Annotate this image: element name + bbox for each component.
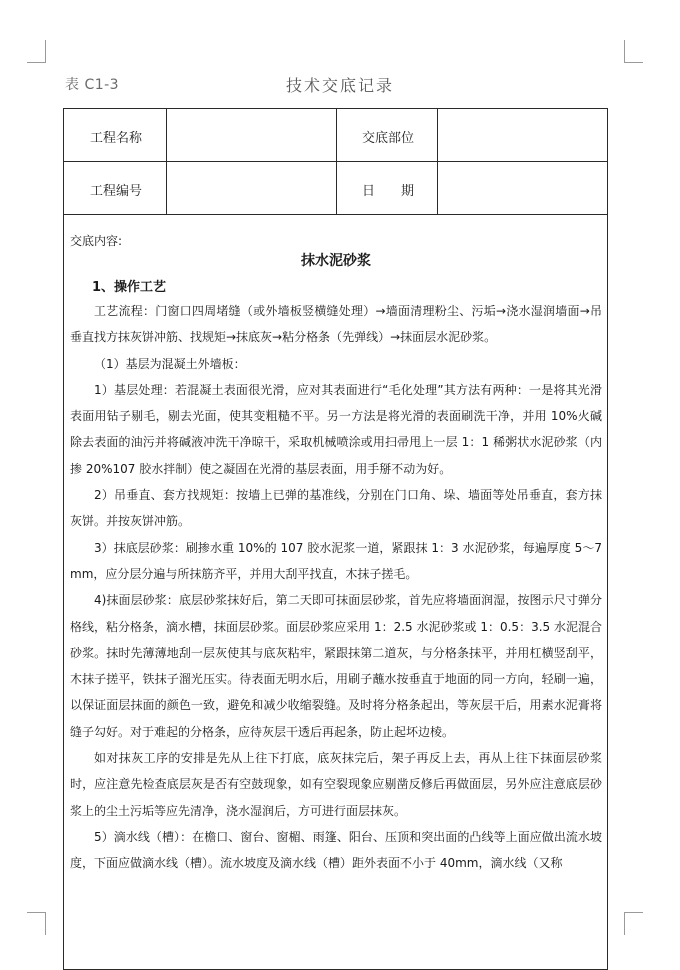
crop-mark-bottom-left <box>27 912 46 935</box>
paragraph: 3）抹底层砂浆：刷掺水重 10%的 107 胶水泥浆一道，紧跟抹 1：3 水泥砂浆，每遍厚度 5～7mm，应分层分遍与所抹筋齐平，并用大刮平找直，木抹子搓毛。 <box>70 540 602 581</box>
table-col-divider <box>336 109 337 214</box>
date-label: 日 期 <box>362 184 415 199</box>
form-number: 表 C1-3 <box>65 77 120 93</box>
crop-mark-top-left <box>27 40 46 63</box>
table-row-divider <box>64 214 607 215</box>
paragraph: 1）基层处理：若混凝土表面很光滑，应对其表面进行“毛化处理”其方法有两种：一是将其光滑表面用钻子剔毛，剔去光面，使其变粗糙不平。另一方法是将光滑的表面刷洗干净，并用 10%火碱除去表面的油污并将碱液冲洗干净晾干，采取机械喷涂或用扫帚甩上一层 1：1 稀粥状水泥砂浆（内掺 20%107 胶水拌制）使之凝固在光滑的基层表面，用手掰不动为好。 <box>70 382 602 476</box>
table-col-divider <box>437 109 438 214</box>
location-label: 交底部位 <box>362 131 415 146</box>
paragraph: 如对抹灰工序的安排是先从上往下打底，底灰抹完后，架子再反上去，再从上往下抹面层砂浆时，应注意先检查底层灰是否有空鼓现象，如有空裂现象应剔凿反修后再做面层，另外应注意底层砂浆上的尘土污垢等应先清净，浇水湿润后，方可进行面层抹灰。 <box>70 751 602 818</box>
document-title: 技术交底记录 <box>285 76 394 95</box>
table-col-divider <box>166 109 167 214</box>
paragraph: （1）基层为混凝土外墙板： <box>94 356 246 371</box>
content-body <box>70 298 602 877</box>
content-title: 抹水泥砂浆 <box>301 253 371 269</box>
paragraph: 5）滴水线（槽）：在檐口、窗台、窗楣、雨篷、阳台、压顶和突出面的凸线等上面应做出流水坡度，下面应做滴水线（槽）。流水坡度及滴水线（槽）距外表面不小于 40mm，滴水线（又称 <box>70 829 602 871</box>
paragraph: 工艺流程：门窗口四周堵缝（或外墙板竖横缝处理）→墙面清理粉尘、污垢→浇水湿润墙面→吊垂直找方抹灰饼冲筋、找规矩→抹底灰→粘分格条（先弹线）→抹面层水泥砂浆。 <box>70 304 602 345</box>
section-heading: 1、操作工艺 <box>92 280 167 295</box>
paragraph: 2）吊垂直、套方找规矩：按墙上已弹的基准线，分别在门口角、垛、墙面等处吊垂直，套方抹灰饼。并按灰饼冲筋。 <box>70 488 602 529</box>
content-label: 交底内容: <box>70 234 123 248</box>
crop-mark-top-right <box>624 40 643 63</box>
paragraph: 4)抹面层砂浆：底层砂浆抹好后，第二天即可抹面层砂浆，首先应将墙面润湿，按图示尺寸弹分格线，粘分格条，滴水槽，抹面层砂浆。面层砂浆应采用 1：2.5 水泥砂浆或 1：0.5：3.5 水泥混合砂浆。抹时先薄薄地刮一层灰使其与底灰粘牢，紧跟抹第二道灰，与分格条抹平，并用杠横竖刮平，木抹子搓平，铁抹子溜光压实。待表面无明水后，用刷子蘸水按垂直于地面的同一方向，轻刷一遍，以保证面层抹面的颜色一致，避免和减少收缩裂缝。及时将分格条起出，等灰层干后，用素水泥膏将缝子勾好。对于难起的分格条，应待灰层干透后再起条，防止起坏边棱。 <box>70 593 602 739</box>
project-no-label: 工程编号 <box>90 184 143 199</box>
project-name-label: 工程名称 <box>90 131 143 146</box>
crop-mark-bottom-right <box>624 912 643 935</box>
